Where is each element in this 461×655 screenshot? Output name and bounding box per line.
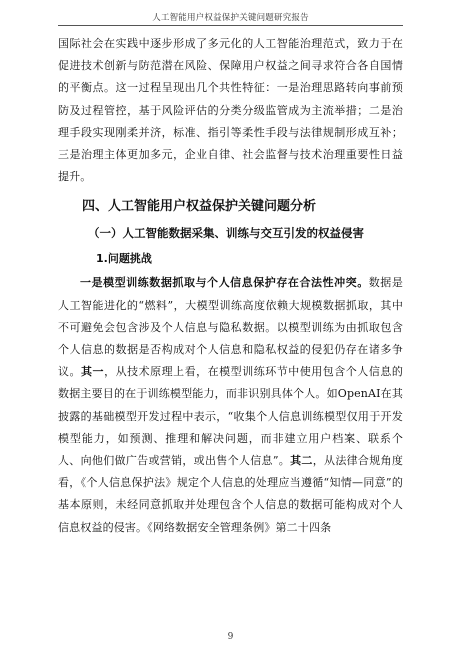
subsection-heading: （一）人工智能数据采集、训练与交互引发的权益侵害: [88, 226, 364, 241]
point-marker: 其二: [290, 454, 313, 468]
running-header: 人工智能用户权益保护关键问题研究报告: [152, 13, 309, 23]
body-paragraph: [58, 272, 403, 538]
page-body: [58, 33, 403, 539]
subsubsection-heading: 1.问题挑战: [96, 252, 152, 266]
header-divider: [58, 25, 403, 26]
point-marker: 其一: [81, 365, 105, 379]
page-number: 9: [227, 632, 234, 642]
section-heading: 四、人工智能用户权益保护关键问题分析: [82, 199, 317, 215]
paragraph-text: 数据是人工智能进化的“燃料”，大模型训练高度依赖大规模数据抓取，其中不可避免会包含涉及个人信息与隐私数据。以模型训练为由抓取包含个人信息的数据是否构成对个人信息和隐私权益的侵犯仍存在诸多争议。: [58, 276, 403, 379]
intro-paragraph: 国际社会在实践中逐步形成了多元化的人工智能治理范式，致力于在促进技术创新与防范潜在风险、保障用户权益之间寻求符合各自国情的平衡点。这一过程呈现出几个共性特征：一是治理思路转向事前预防及过程管控，基于风险评估的分类分级监管成为主流举措；二是治理手段实现刚柔并济，标准、指引等柔性手段与法律规制形成互补；三是治理主体更加多元，企业自律、社会监督与技术治理重要性日益提升。: [58, 37, 403, 184]
paragraph-lead: 一是模型训练数据抓取与个人信息保护存在合法性冲突。: [80, 276, 369, 290]
paragraph-text: ，从法律合规角度看，《个人信息保护法》规定个人信息的处理应当遵循“知情—同意”的基本原则，未经同意抓取并处理包含个人信息的数据可能构成对个人信息权益的侵害。《网络数据安全管理条例》第二十四条: [58, 454, 403, 534]
paragraph-text: ，从技术原理上看，在模型训练环节中使用包含个人信息的数据主要目的在于训练模型能力，而非识别具体个人。如OpenAI在其披露的基础模型开发过程中表示，“收集个人信息训练模型仅用于开发模型能力，如预测、推理和解决问题，而非建立用户档案、联系个人、向他们做广告或营销，或出售个人信息”。: [58, 365, 403, 468]
